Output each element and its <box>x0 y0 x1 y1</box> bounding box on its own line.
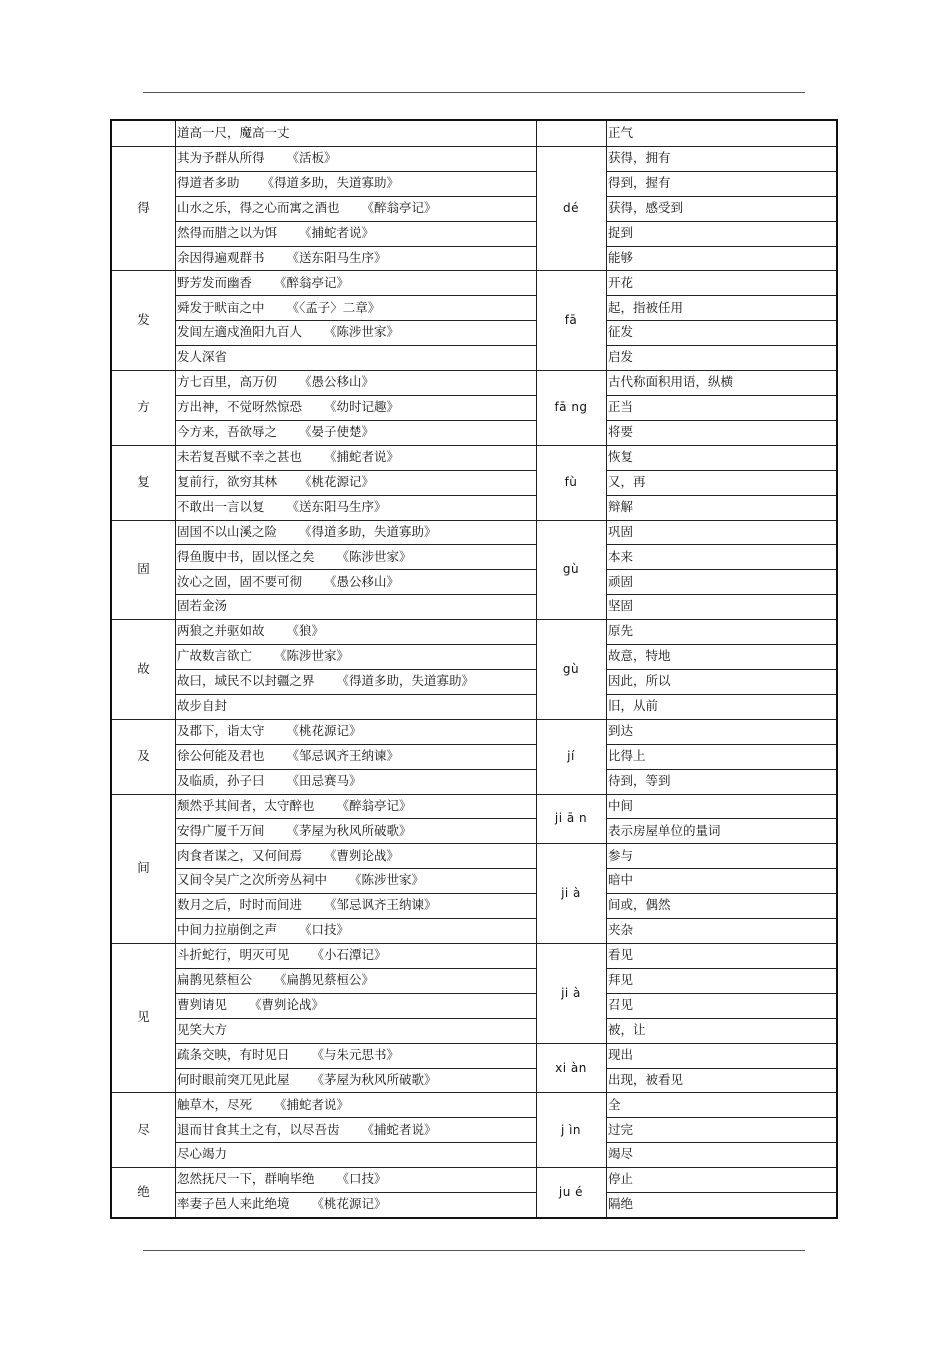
row-divider <box>175 1192 536 1193</box>
example-sentence <box>175 544 536 569</box>
meaning-cell: 获得，拥有 <box>608 150 671 166</box>
row-divider <box>175 320 536 321</box>
pinyin-cell: jí <box>567 749 575 764</box>
row-divider <box>175 669 536 670</box>
meaning-cell: 巩固 <box>608 523 634 539</box>
row-divider <box>175 1068 536 1069</box>
example-sentence <box>175 495 536 520</box>
meaning-cell: 隔绝 <box>608 1196 634 1212</box>
pinyin-cell: ji ā n <box>554 811 588 826</box>
example-sentence <box>175 644 536 669</box>
meaning-cell: 间或，偶然 <box>608 897 671 913</box>
row-divider <box>175 968 536 969</box>
sentence-text: 忽然抚尺一下，群响毕绝 <box>177 1171 315 1187</box>
row-divider <box>606 1142 836 1143</box>
example-sentence <box>175 196 536 221</box>
meaning-cell: 中间 <box>608 797 634 813</box>
example-sentence <box>175 893 536 918</box>
meaning-cell: 正气 <box>608 125 634 141</box>
sentence-text: 山水之乐，得之心而寓之酒也 <box>177 199 340 215</box>
sentence-text: 及郡下，诣太守 <box>177 723 265 739</box>
row-divider <box>175 295 536 296</box>
row-divider <box>175 993 536 994</box>
pinyin-cell: ji à <box>561 985 581 1000</box>
headword-cell: 尽 <box>137 1121 150 1137</box>
row-divider <box>606 843 836 844</box>
source-title: 《田忌赛马》 <box>286 772 362 788</box>
sentence-text: 何时眼前突兀见此屋 <box>177 1071 290 1087</box>
sentence-text: 道高一尺，魔高一丈 <box>177 125 290 141</box>
meaning-cell: 现出 <box>608 1046 634 1062</box>
sentence-text: 方七百里，高万仞 <box>177 374 278 390</box>
example-sentence <box>175 993 536 1018</box>
example-sentence <box>175 246 536 271</box>
source-title: 《醉翁亭记》 <box>361 199 437 215</box>
row-divider <box>175 594 536 595</box>
row-divider <box>175 1018 536 1019</box>
sentence-text: 故步自封 <box>177 698 228 714</box>
sentence-text: 未若复吾赋不幸之甚也 <box>177 449 303 465</box>
example-sentence <box>175 918 536 943</box>
meaning-cell: 将要 <box>608 424 634 440</box>
row-divider <box>606 295 836 296</box>
row-divider <box>606 694 836 695</box>
headword-cell: 复 <box>137 473 150 489</box>
headword-cell: 及 <box>137 747 150 763</box>
meaning-cell: 又，再 <box>608 473 646 489</box>
sentence-text: 见笑大方 <box>177 1021 228 1037</box>
sentence-text: 复前行，欲穷其林 <box>177 473 278 489</box>
sentence-text: 方出神，不觉呀然惊恐 <box>177 399 303 415</box>
meaning-cell: 古代称面积用语，纵横 <box>608 374 734 390</box>
sentence-text: 又间令吴广之次所旁丛祠中 <box>177 872 328 888</box>
row-divider <box>606 968 836 969</box>
row-divider <box>606 395 836 396</box>
row-divider <box>606 569 836 570</box>
source-title: 《活板》 <box>286 150 337 166</box>
source-title: 《陈涉世家》 <box>274 648 350 664</box>
source-title: 《陈涉世家》 <box>324 324 400 340</box>
row-divider <box>175 644 536 645</box>
row-divider <box>175 818 536 819</box>
example-sentence <box>175 395 536 420</box>
meaning-cell: 原先 <box>608 623 634 639</box>
row-divider <box>606 345 836 346</box>
headword-cell: 见 <box>137 1009 150 1025</box>
source-title: 《桃花源记》 <box>286 723 362 739</box>
example-sentence <box>175 769 536 794</box>
source-title: 《邹忌讽齐王纳谏》 <box>324 897 437 913</box>
meaning-cell: 得到，握有 <box>608 175 671 191</box>
row-divider <box>606 1018 836 1019</box>
sentence-text: 曹刿请见 <box>177 997 228 1013</box>
row-divider <box>606 644 836 645</box>
example-sentence <box>175 295 536 320</box>
source-title: 《曹刿论战》 <box>324 847 400 863</box>
row-divider <box>606 1117 836 1118</box>
row-divider <box>606 1068 836 1069</box>
row-divider <box>175 1043 536 1044</box>
meaning-cell: 全 <box>608 1096 621 1112</box>
example-sentence <box>175 594 536 619</box>
pinyin-cell: ji à <box>561 886 581 901</box>
meaning-cell: 竭尽 <box>608 1146 634 1162</box>
row-divider <box>175 221 536 222</box>
meaning-cell: 被，让 <box>608 1021 646 1037</box>
row-divider <box>175 694 536 695</box>
sentence-text: 斗折蛇行，明灭可见 <box>177 947 290 963</box>
footer-rule <box>143 1250 805 1251</box>
meaning-cell: 到达 <box>608 723 634 739</box>
pinyin-cell: fù <box>564 475 578 490</box>
example-sentence <box>175 694 536 719</box>
meaning-cell: 顽固 <box>608 573 634 589</box>
headword-cell: 固 <box>137 561 150 577</box>
meaning-cell: 夹杂 <box>608 922 634 938</box>
row-divider <box>175 171 536 172</box>
sentence-text: 中间力拉崩倒之声 <box>177 922 278 938</box>
row-divider <box>175 1117 536 1118</box>
source-title: 《口技》 <box>336 1171 387 1187</box>
sentence-text: 尽心竭力 <box>177 1146 228 1162</box>
source-title: 《得道多助，失道寡助》 <box>299 523 437 539</box>
example-sentence <box>175 794 536 819</box>
row-divider <box>606 868 836 869</box>
row-divider <box>606 594 836 595</box>
headword-cell: 绝 <box>137 1183 150 1199</box>
meaning-cell: 因此，所以 <box>608 673 671 689</box>
sentence-text: 广故数言欲亡 <box>177 648 253 664</box>
headword-cell <box>112 121 175 146</box>
example-sentence <box>175 1018 536 1043</box>
example-sentence <box>175 1142 536 1167</box>
row-divider <box>536 843 606 844</box>
sentence-text: 疏条交映，有时见日 <box>177 1046 290 1062</box>
sentence-text: 然得而腊之以为饵 <box>177 224 278 240</box>
example-sentence <box>175 121 536 146</box>
meaning-cell: 起，指被任用 <box>608 299 684 315</box>
example-sentence <box>175 146 536 171</box>
example-sentence <box>175 569 536 594</box>
example-sentence <box>175 370 536 395</box>
row-divider <box>606 1043 836 1044</box>
sentence-text: 数月之后，时时而间进 <box>177 897 303 913</box>
example-sentence <box>175 445 536 470</box>
meaning-cell: 征发 <box>608 324 634 340</box>
meaning-cell: 比得上 <box>608 747 646 763</box>
headword-cell: 故 <box>137 660 150 676</box>
sentence-text: 徐公何能及君也 <box>177 747 265 763</box>
meaning-cell: 看见 <box>608 947 634 963</box>
sentence-text: 安得广厦千万间 <box>177 822 265 838</box>
example-sentence <box>175 1043 536 1068</box>
example-sentence <box>175 221 536 246</box>
headword-cell: 间 <box>137 860 150 875</box>
source-title: 《愚公移山》 <box>299 374 375 390</box>
example-sentence <box>175 1092 536 1117</box>
row-divider <box>606 420 836 421</box>
example-sentence <box>175 420 536 445</box>
sentence-text: 触草木，尽死 <box>177 1096 253 1112</box>
source-title: 《邹忌讽齐王纳谏》 <box>286 747 400 763</box>
source-title: 《醉翁亭记》 <box>336 797 412 813</box>
meaning-cell: 召见 <box>608 997 634 1013</box>
source-title: 《得道多助，失道寡助》 <box>261 175 400 191</box>
meaning-cell: 表示房屋单位的量词 <box>608 822 721 838</box>
pinyin-cell: dé <box>563 201 579 216</box>
example-sentence <box>175 719 536 744</box>
sentence-text: 扁鹊见蔡桓公 <box>177 972 253 988</box>
source-title: 《幼时记趣》 <box>324 399 400 415</box>
meaning-cell: 出现，被看见 <box>608 1071 684 1087</box>
sentence-text: 固国不以山溪之险 <box>177 523 278 539</box>
source-title: 《醉翁亭记》 <box>274 274 350 290</box>
meaning-cell: 故意，特地 <box>608 648 671 664</box>
source-title: 《送东阳马生序》 <box>286 249 387 265</box>
source-title: 《得道多助，失道寡助》 <box>336 673 475 689</box>
sentence-text: 不敢出一言以复 <box>177 498 265 514</box>
row-divider <box>606 221 836 222</box>
row-divider <box>606 1192 836 1193</box>
row-divider <box>606 320 836 321</box>
row-divider <box>175 544 536 545</box>
row-divider <box>175 918 536 919</box>
example-sentence <box>175 520 536 545</box>
example-sentence <box>175 843 536 868</box>
row-divider <box>606 196 836 197</box>
row-divider <box>175 744 536 745</box>
row-divider <box>606 246 836 247</box>
example-sentence <box>175 270 536 295</box>
example-sentence <box>175 968 536 993</box>
source-title: 《晏子使楚》 <box>299 424 375 440</box>
sentence-text: 两狼之并驱如故 <box>177 623 265 639</box>
example-sentence <box>175 171 536 196</box>
source-title: 《〈孟子〉二章》 <box>286 299 381 315</box>
example-sentence <box>175 669 536 694</box>
source-title: 《茅屋为秋风所破歌》 <box>286 822 412 838</box>
pinyin-cell: fā ng <box>554 400 588 415</box>
source-title: 《小石潭记》 <box>311 947 387 963</box>
row-divider <box>606 818 836 819</box>
meaning-cell: 捉到 <box>608 224 634 240</box>
row-divider <box>606 669 836 670</box>
headword-cell: 发 <box>137 312 150 328</box>
source-title: 《捕蛇者说》 <box>274 1096 350 1112</box>
sentence-text: 其为予群从所得 <box>177 150 265 166</box>
source-title: 《陈涉世家》 <box>349 872 425 888</box>
row-divider <box>175 420 536 421</box>
sentence-text: 汝心之固，固不要可彻 <box>177 573 303 589</box>
source-title: 《口技》 <box>299 922 350 938</box>
source-title: 《扁鹊见蔡桓公》 <box>274 972 375 988</box>
pinyin-cell: gù <box>562 661 580 676</box>
row-divider <box>175 196 536 197</box>
source-title: 《愚公移山》 <box>324 573 400 589</box>
headword-cell: 方 <box>137 399 150 415</box>
headword-cell: 得 <box>137 199 150 215</box>
meaning-cell: 正当 <box>608 399 634 415</box>
row-divider <box>175 769 536 770</box>
meaning-cell: 启发 <box>608 349 634 365</box>
source-title: 《桃花源记》 <box>311 1196 387 1212</box>
source-title: 《与朱元思书》 <box>311 1046 400 1062</box>
row-divider <box>175 470 536 471</box>
example-sentence <box>175 943 536 968</box>
row-divider <box>175 495 536 496</box>
sentence-text: 肉食者谋之，又何间焉 <box>177 847 303 863</box>
pinyin-cell: ju é <box>558 1185 584 1200</box>
sentence-text: 率妻子邑人来此绝境 <box>177 1196 290 1212</box>
meaning-cell: 待到，等到 <box>608 772 671 788</box>
example-sentence <box>175 345 536 370</box>
sentence-text: 得道者多助 <box>177 175 240 191</box>
vocabulary-table <box>110 119 838 1219</box>
source-title: 《曹刿论战》 <box>249 997 325 1013</box>
meaning-cell: 停止 <box>608 1171 634 1187</box>
example-sentence <box>175 868 536 893</box>
row-divider <box>606 470 836 471</box>
meaning-cell: 能够 <box>608 249 634 265</box>
row-divider <box>175 345 536 346</box>
meaning-cell: 本来 <box>608 548 634 564</box>
row-divider <box>606 495 836 496</box>
meaning-cell: 过完 <box>608 1121 634 1137</box>
sentence-text: 发闾左適戍渔阳九百人 <box>177 324 303 340</box>
meaning-cell: 获得，感受到 <box>608 199 684 215</box>
example-sentence <box>175 1117 536 1142</box>
source-title: 《送东阳马生序》 <box>286 498 387 514</box>
row-divider <box>606 993 836 994</box>
header-rule <box>143 92 805 93</box>
meaning-cell: 辩解 <box>608 498 634 514</box>
sentence-text: 发人深省 <box>177 349 228 365</box>
sentence-text: 舜发于畎亩之中 <box>177 299 265 315</box>
row-divider <box>606 744 836 745</box>
example-sentence <box>175 1192 536 1217</box>
example-sentence <box>175 470 536 495</box>
sentence-text: 得鱼腹中书，固以怪之矣 <box>177 548 315 564</box>
row-divider <box>606 544 836 545</box>
meaning-cell: 恢复 <box>608 449 634 465</box>
example-sentence <box>175 1167 536 1192</box>
row-divider <box>606 918 836 919</box>
source-title: 《茅屋为秋风所破歌》 <box>311 1071 437 1087</box>
source-title: 《狼》 <box>286 623 325 639</box>
row-divider <box>175 893 536 894</box>
row-divider <box>175 868 536 869</box>
row-divider <box>175 246 536 247</box>
row-divider <box>606 893 836 894</box>
pinyin-cell: fā <box>564 313 578 328</box>
sentence-text: 固若金汤 <box>177 598 228 614</box>
source-title: 《陈涉世家》 <box>336 548 412 564</box>
row-divider <box>175 569 536 570</box>
example-sentence <box>175 818 536 843</box>
row-divider <box>175 395 536 396</box>
sentence-text: 退而甘食其土之有，以尽吾齿 <box>177 1121 340 1137</box>
sentence-text: 今方来，吾欲辱之 <box>177 424 278 440</box>
source-title: 《捕蛇者说》 <box>324 449 400 465</box>
row-divider <box>175 1142 536 1143</box>
pinyin-cell: j ìn <box>560 1122 582 1137</box>
row-divider <box>606 171 836 172</box>
pinyin-cell <box>536 121 606 146</box>
meaning-cell: 旧，从前 <box>608 698 659 714</box>
source-title: 《桃花源记》 <box>299 473 375 489</box>
sentence-text: 颓然乎其间者，太守醉也 <box>177 797 315 813</box>
source-title: 《捕蛇者说》 <box>361 1121 437 1137</box>
meaning-cell: 开花 <box>608 274 634 290</box>
source-title: 《捕蛇者说》 <box>299 224 375 240</box>
sentence-text: 故曰，域民不以封疆之界 <box>177 673 315 689</box>
row-divider <box>536 1043 606 1044</box>
pinyin-cell: gù <box>562 562 580 577</box>
example-sentence <box>175 744 536 769</box>
row-divider <box>175 843 536 844</box>
sentence-text: 余因得遍观群书 <box>177 249 265 265</box>
meaning-cell: 拜见 <box>608 972 634 988</box>
sentence-text: 野芳发而幽香 <box>177 274 253 290</box>
example-sentence <box>175 1068 536 1093</box>
pinyin-cell: xi àn <box>555 1060 587 1075</box>
row-divider <box>606 769 836 770</box>
example-sentence <box>175 320 536 345</box>
meaning-cell: 参与 <box>608 847 634 863</box>
meaning-cell: 坚固 <box>608 598 634 614</box>
meaning-cell: 暗中 <box>608 872 634 888</box>
sentence-text: 及临质，孙子曰 <box>177 772 265 788</box>
example-sentence <box>175 619 536 644</box>
